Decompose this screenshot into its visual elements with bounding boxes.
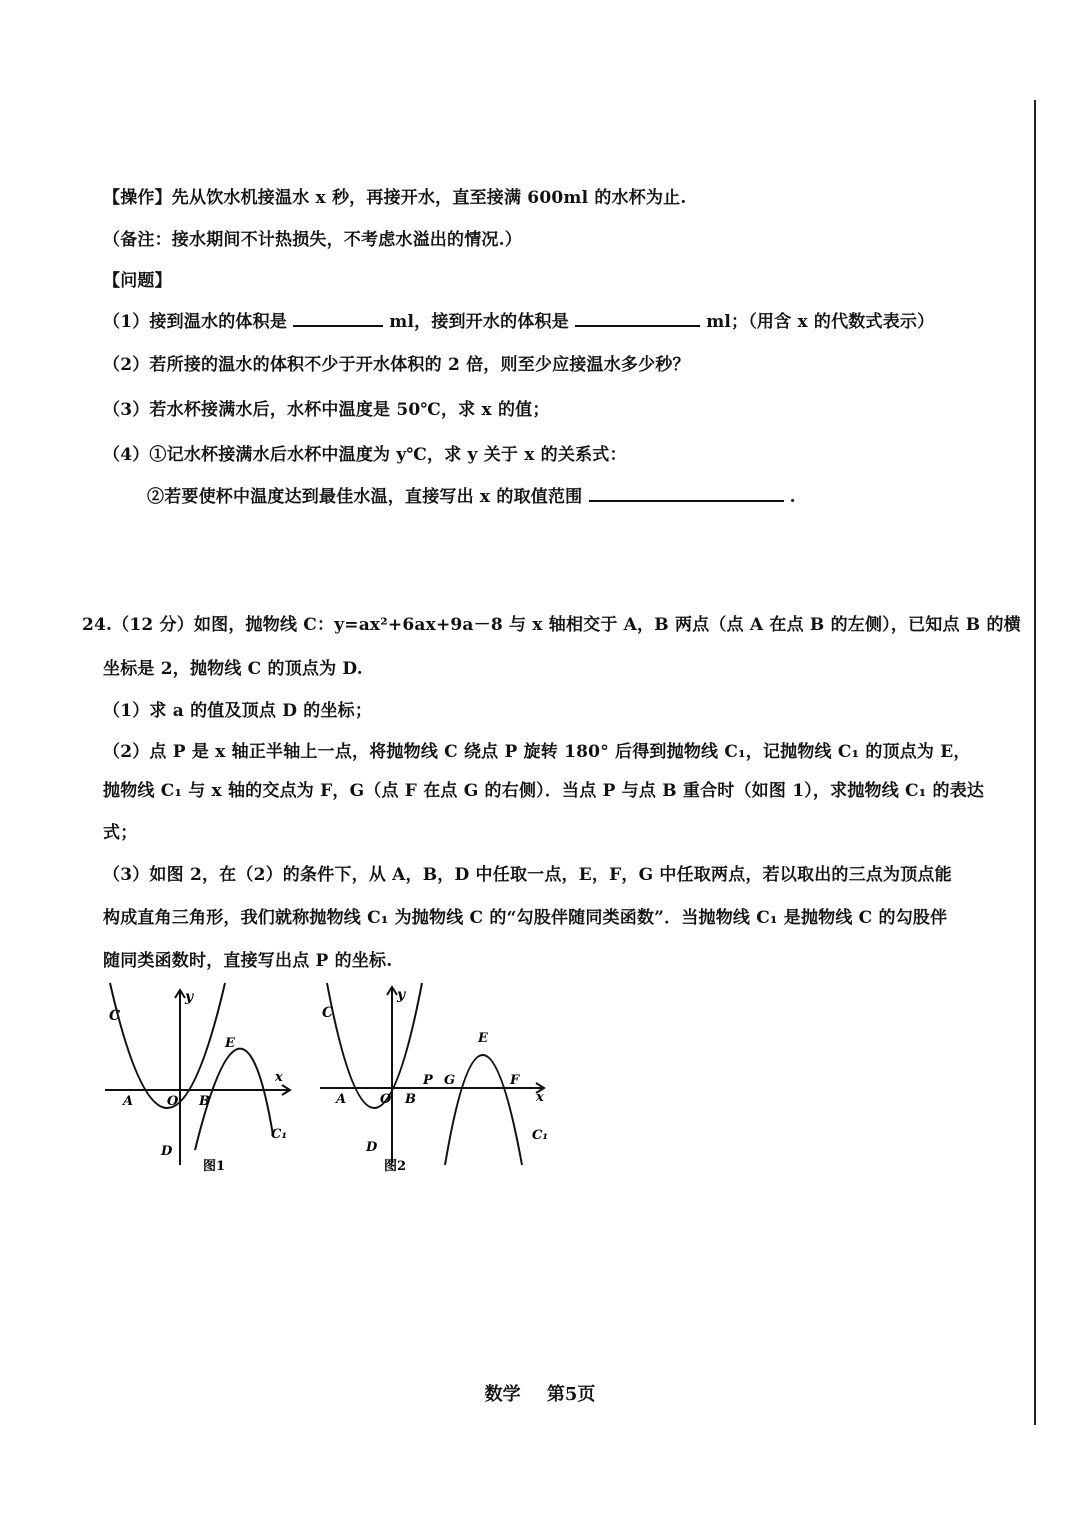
- q23-part1-text-b: ml，接到开水的体积是: [389, 312, 569, 332]
- q24-sub3-line3: 随同类函数时，直接写出点 P 的坐标.: [103, 951, 393, 971]
- page-footer: [0, 1380, 1080, 1406]
- figure-1: [95, 975, 305, 1180]
- q24-line2: 坐标是 2，抛物线 C 的顶点为 D.: [103, 659, 363, 679]
- answer-blank-x-range[interactable]: [589, 484, 784, 502]
- q24-sub3-line2: 构成直角三角形，我们就称抛物线 C₁ 为抛物线 C 的“勾股伴随同类函数”．当抛物线 C₁ 是抛物线 C 的勾股伴: [103, 908, 948, 928]
- q24-line1: 24.（12 分）如图，抛物线 C：y=ax²+6ax+9a－8 与 x 轴相交于 A，B 两点（点 A 在点 B 的左侧），已知点 B 的横: [82, 615, 1021, 635]
- q24-sub3-line1: （3）如图 2，在（2）的条件下，从 A，B，D 中任取一点，E，F，G 中任取两点，若以取出的三点为顶点能: [103, 865, 952, 885]
- label-b: B: [405, 1092, 416, 1107]
- q24-sub1: （1）求 a 的值及顶点 D 的坐标；: [103, 701, 373, 721]
- parabola-c-curve: [327, 983, 422, 1108]
- label-d: D: [161, 1144, 173, 1159]
- label-o: O: [167, 1094, 179, 1109]
- q23-operation: 【操作】先从饮水机接温水 x 秒，再接开水，直至接满 600ml 的水杯为止.: [103, 188, 687, 208]
- label-c1: C₁: [271, 1127, 288, 1142]
- q23-part1-text-c: ml；（用含 x 的代数式表示）: [706, 312, 935, 332]
- page-margin-rule: [1034, 100, 1036, 1425]
- label-c1: C₁: [532, 1128, 549, 1143]
- label-c: C: [109, 1008, 121, 1024]
- q23-note: （备注：接水期间不计热损失，不考虑水溢出的情况.）: [103, 230, 522, 250]
- q23-part3: （3）若水杯接满水后，水杯中温度是 50℃，求 x 的值；: [103, 400, 550, 420]
- q24-sub2-line2: 抛物线 C₁ 与 x 轴的交点为 F，G（点 F 在点 G 的右侧）．当点 P 与点 B 重合时（如图 1），求抛物线 C₁ 的表达: [103, 781, 985, 801]
- q23-problem-heading: 【问题】: [103, 271, 172, 291]
- label-f: F: [510, 1073, 520, 1088]
- label-x: x: [275, 1070, 283, 1085]
- footer-page-number: 第5页: [546, 1384, 596, 1405]
- parabola-c1-curve: [445, 1055, 522, 1165]
- label-d: D: [366, 1140, 378, 1155]
- label-a: A: [123, 1094, 134, 1109]
- q23-part2: （2）若所接的温水的体积不少于开水体积的 2 倍，则至少应接温水多少秒？: [103, 355, 690, 375]
- label-a: A: [336, 1092, 347, 1107]
- figure-2-caption: 图2: [384, 1159, 407, 1174]
- figure-2-graph: [312, 975, 557, 1180]
- label-y: y: [185, 989, 194, 1005]
- q24-sub2-line1: （2）点 P 是 x 轴正半轴上一点，将抛物线 C 绕点 P 旋转 180° 后得到抛物线 C₁，记抛物线 C₁ 的顶点为 E，: [103, 742, 971, 762]
- figure-1-caption: 图1: [203, 1159, 226, 1174]
- q24-sub2-line3: 式；: [103, 823, 138, 843]
- footer-subject: 数学: [484, 1384, 521, 1405]
- answer-blank-warm-volume[interactable]: [293, 309, 383, 327]
- label-g: G: [444, 1073, 456, 1088]
- q23-part1-text-a: （1）接到温水的体积是: [103, 312, 288, 332]
- q23-part1: [103, 307, 934, 332]
- label-x: x: [536, 1090, 544, 1105]
- q23-part4-2: [147, 482, 796, 507]
- figure-2: [312, 975, 557, 1180]
- figure-1-graph: [95, 975, 305, 1180]
- label-c: C: [322, 1005, 334, 1021]
- q23-part4-1: （4）①记水杯接满水后水杯中温度为 y℃，求 y 关于 x 的关系式：: [103, 445, 627, 465]
- q23-part4-2-period: .: [789, 487, 796, 507]
- label-p: P: [423, 1073, 433, 1088]
- label-e: E: [225, 1036, 235, 1051]
- label-o: O: [380, 1092, 392, 1107]
- q23-part4-2-text: ②若要使杯中温度达到最佳水温，直接写出 x 的取值范围: [147, 487, 583, 507]
- label-e: E: [478, 1031, 488, 1046]
- label-b: B: [199, 1094, 210, 1109]
- label-y: y: [397, 987, 406, 1003]
- answer-blank-hot-volume[interactable]: [575, 309, 700, 327]
